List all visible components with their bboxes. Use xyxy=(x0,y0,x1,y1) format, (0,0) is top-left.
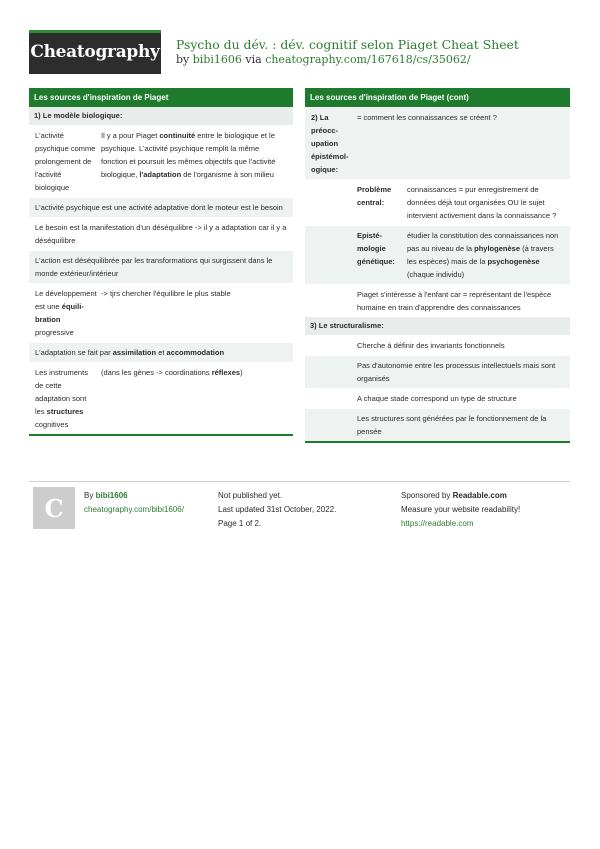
table-row: Cherche à définir des invariants fonctionnels xyxy=(305,335,570,355)
footer-sponsor xyxy=(401,489,507,502)
table-row: L'adaptation se fait par assimilation et accommodation xyxy=(29,342,293,362)
cheatography-logo[interactable] xyxy=(29,30,161,74)
page-title: Psycho du dév. : dév. cognitif selon Piaget Cheat Sheet xyxy=(176,37,519,52)
table-row: Les structures sont générées par le fonctionnement de la pensée xyxy=(305,408,570,441)
table-row xyxy=(29,125,293,197)
section-right xyxy=(305,88,570,443)
footer-sponsor-url[interactable]: https://readable.com xyxy=(401,519,474,528)
avatar[interactable] xyxy=(33,487,75,529)
avatar-letter: C xyxy=(44,494,64,523)
footer-sponsor-name[interactable]: Readable.com xyxy=(452,491,507,500)
table-row xyxy=(305,179,570,225)
footer-updated: Last updated 31st October, 2022. xyxy=(218,505,337,514)
byline xyxy=(176,53,471,66)
footer-by-label: By xyxy=(84,491,94,500)
table-row: Le besoin est la manifestation d'un déséquilibre -> il y a adaptation car il y a déséquilibre xyxy=(29,217,293,250)
row-value: Il y a pour Piaget continuité entre le biologique et le psychique. L'activité psychique remplit la même fonction et poursuit les mêmes objectifs que l'activité biologique, l'adaptation de l'organisme à son milieu xyxy=(101,131,276,179)
row-key: Les instruments de cette adaptation sont les structures cognitives xyxy=(35,368,88,429)
byline-via: via xyxy=(245,53,262,66)
row-key: L'activité psychique comme prolongement de l'activité biologique xyxy=(35,131,96,192)
table-row xyxy=(305,225,570,284)
row-value: (dans les gènes -> coordinations réflexes) xyxy=(101,368,243,377)
footer-divider xyxy=(29,481,570,482)
row-value: étudier la constitution des connaissances non pas au niveau de la phylogenèse (à travers les espèces) mais de la psychogenèse (chaque individu) xyxy=(407,231,559,279)
subheading-structuralism: 3) Le structuralisme: xyxy=(305,317,570,335)
footer-author-url[interactable]: cheatography.com/bibi1606/ xyxy=(84,505,184,514)
section-heading: Les sources d'inspiration de Piaget xyxy=(29,88,293,107)
subheading-biological-model: 1) Le modèle biologique: xyxy=(29,107,293,125)
table-row: L'action est déséquilibrée par les transformations qui surgissent dans le monde extérieur/intérieur xyxy=(29,250,293,283)
author-link[interactable]: bibi1606 xyxy=(192,53,242,66)
table-row: Piaget s'intéresse à l'enfant car = représentant de l'espèce humaine en train d'apprendre des connaissances xyxy=(305,284,570,317)
table-row: A chaque stade correspond un type de structure xyxy=(305,388,570,408)
section-heading: Les sources d'inspiration de Piaget (cont) xyxy=(305,88,570,107)
logo-text: Cheatography xyxy=(30,42,160,62)
footer-author xyxy=(84,489,128,502)
table-row xyxy=(29,283,293,342)
footer-sponsor-label: Sponsored by xyxy=(401,491,451,500)
table-row xyxy=(29,362,293,434)
byline-by: by xyxy=(176,53,190,66)
footer-status: Not published yet. xyxy=(218,491,283,500)
table-row xyxy=(305,107,570,179)
row-key: Le développement est une équilibration progressive xyxy=(35,289,97,337)
row-key: 2) La préoccupation épistémologique: xyxy=(311,113,349,174)
row-key: Epistémologie génétique: xyxy=(357,231,395,266)
row-key: Problème central: xyxy=(357,185,392,207)
table-row: L'activité psychique est une activité adaptative dont le moteur est le besoin xyxy=(29,197,293,217)
footer-page: Page 1 of 2. xyxy=(218,519,262,528)
row-value: -> tjrs chercher l'équilibre le plus stable xyxy=(101,289,231,298)
sheet-url-link[interactable]: cheatography.com/167618/cs/35062/ xyxy=(265,53,471,66)
footer-author-link[interactable]: bibi1606 xyxy=(95,491,128,500)
table-row: Pas d'autonomie entre les processus intellectuels mais sont organisés xyxy=(305,355,570,388)
row-value: = comment les connaissances se créent ? xyxy=(357,113,497,122)
footer-sponsor-tagline: Measure your website readability! xyxy=(401,505,521,514)
section-left xyxy=(29,88,293,436)
row-value: connaissances = pur enregistrement de données déjà tout organisées OU le sujet intervient activement dans la connaissance ? xyxy=(407,185,557,220)
